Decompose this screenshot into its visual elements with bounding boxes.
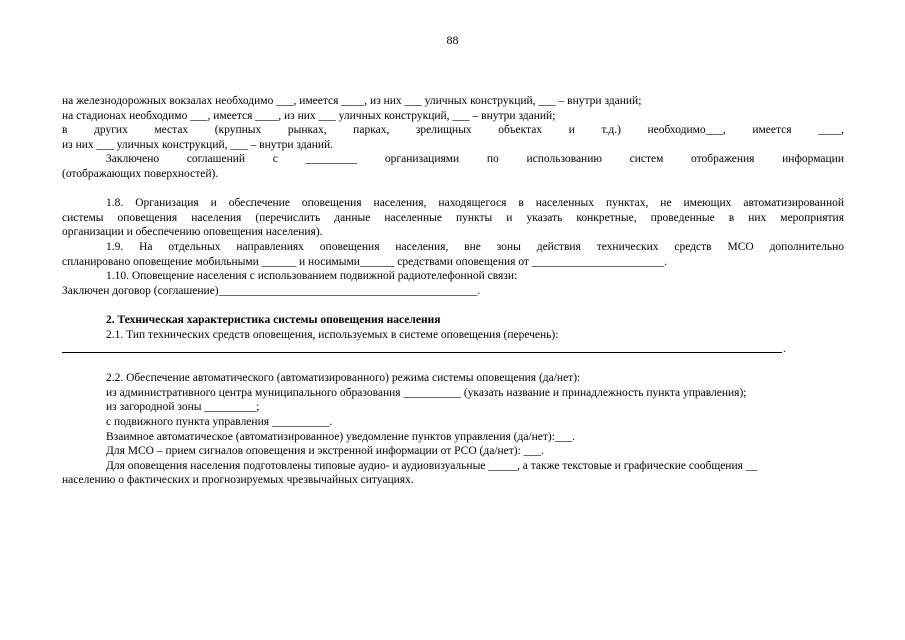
text-line: населению о фактических и прогнозируемых чрезвычайных ситуациях.: [62, 474, 414, 487]
document-body: [62, 94, 844, 488]
text-line: Для МСО – прием сигналов оповещения и экстренной информации от РСО (да/нет): ___.: [106, 445, 544, 458]
spacer: [62, 357, 844, 372]
contract-line: Заключен договор (соглашение)_____________________________________________.: [62, 284, 481, 297]
text-line: из них ___ уличных конструкций, ___ – внутри зданий.: [62, 138, 334, 151]
text-line: из административного центра муниципального образования __________ (указать название и принадлежность пункта управления);: [106, 386, 747, 399]
spacer: [62, 182, 844, 197]
underline-rule: [62, 352, 782, 353]
text-line: системы оповещения населения (перечислить данные населенные пункты и указать конкретные, проведенные в них мероприятия: [62, 211, 844, 224]
page-number: 88: [446, 33, 459, 47]
fill-in-line: [62, 342, 844, 357]
text-line: Заключено соглашений с _________ организациями по использованию систем отображения информации: [106, 153, 844, 166]
paragraph-1-8: 1.8. Организация и обеспечение оповещения населения, находящегося в населенных пунктах, не имеющих автоматизированной: [106, 197, 844, 210]
text-line: на железнодорожных вокзалах необходимо ___, имеется ____, из них ___ уличных конструкций, ___ – внутри зданий;: [62, 95, 642, 107]
text-line: Для оповещения населения подготовлены типовые аудио- и аудиовизуальные _____, а также текстовые и графические сообщения __: [106, 459, 758, 472]
paragraph-2-2: 2.2. Обеспечение автоматического (автоматизированного) режима системы оповещения (да/нет):: [106, 372, 581, 385]
paragraph-1-10: 1.10. Оповещение населения с использованием подвижной радиотелефонной связи:: [106, 270, 518, 283]
spacer: [62, 298, 844, 313]
rule-end-period: .: [783, 343, 786, 356]
text-line: с подвижного пункта управления __________.: [106, 416, 333, 429]
text-line: (отображающих поверхностей).: [62, 167, 219, 180]
text-line: спланировано оповещение мобильными ______ и носимыми______ средствами оповещения от _______________________.: [62, 255, 667, 268]
text-line: в других местах (крупных рынках, парках, зрелищных объектах и т.д.) необходимо___, имеется ____,: [62, 124, 844, 137]
section-2-heading: 2. Техническая характеристика системы оповещения населения: [106, 313, 441, 326]
text-line: на стадионах необходимо ___, имеется ____, из них ___ уличных конструкций, ___ – внутри зданий;: [62, 109, 556, 122]
paragraph-1-9: 1.9. На отдельных направлениях оповещения населения, вне зоны действия технических средств МСО дополнительно: [106, 240, 844, 253]
paragraph-2-1: 2.1. Тип технических средств оповещения, используемых в системе оповещения (перечень):: [106, 328, 559, 341]
text-line: Взаимное автоматическое (автоматизированное) уведомление пунктов управления (да/нет):___.: [106, 430, 576, 443]
text-line: из загородной зоны _________;: [106, 401, 260, 414]
text-line: организации и обеспечению оповещения населения).: [62, 226, 323, 239]
